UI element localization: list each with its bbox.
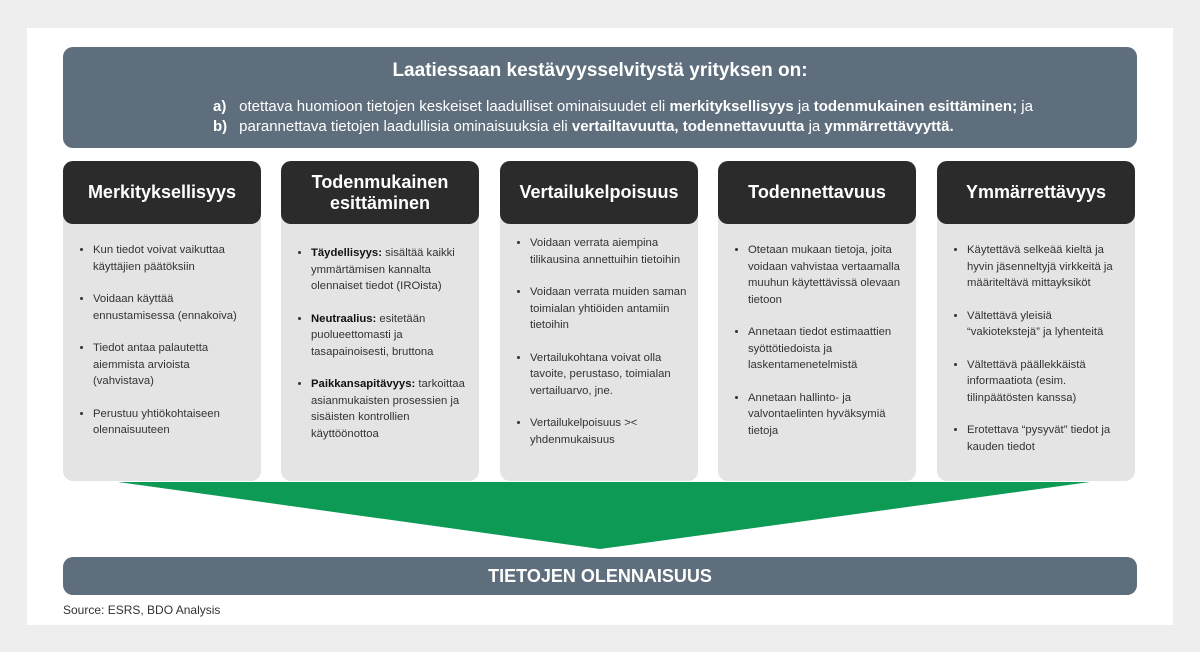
line-b-part: vertailtavuutta, todennettavuutta	[571, 118, 805, 135]
line-a-part: todenmukainen esittäminen;	[813, 98, 1018, 115]
list-item	[93, 242, 251, 275]
list-item	[530, 284, 688, 334]
item-text: esitetään puolueettomasti ja tasapainoisesti, bruttona	[311, 312, 434, 358]
list-item	[530, 350, 688, 400]
list-item	[93, 291, 251, 324]
line-b-part: parannettava tietojen laadullisia ominaisuuksia eli	[239, 118, 572, 135]
list-item	[93, 340, 251, 390]
item-text: Annetaan hallinto- ja valvontaelinten hyväksymiä tietoja	[748, 391, 886, 437]
header-title: Laatiessaan kestävyysselvitystä yrityksen on:	[392, 60, 808, 81]
item-text: Kun tiedot voivat vaikuttaa käyttäjien päätöksiin	[93, 244, 225, 273]
list-item	[967, 357, 1125, 407]
line-b-part: ja	[804, 118, 825, 135]
list-item	[93, 406, 251, 439]
item-text: Voidaan verrata muiden saman toimialan yhtiöiden antamiin tietoihin	[530, 286, 687, 331]
list-item	[967, 308, 1125, 341]
item-lead: Neutraalius:	[311, 312, 377, 325]
column-list	[515, 235, 688, 464]
line-a-label: a)	[213, 98, 227, 115]
item-text: Vältettävä päällekkäistä informaatiota (esim. tilinpäätösten kanssa)	[967, 358, 1086, 404]
source-note: Source: ESRS, BDO Analysis	[63, 603, 221, 617]
list-item	[311, 245, 469, 295]
column-todenmukainen-esittaminen	[281, 161, 479, 481]
list-item	[530, 235, 688, 268]
column-title: Todennettavuus	[718, 161, 916, 224]
list-item	[748, 242, 906, 308]
list-item	[530, 415, 688, 448]
column-ymmarrettavyys	[937, 161, 1135, 481]
item-text: tarkoittaa asianmukaisten prosessien ja sisäisten kontrollien käyttöönottoa	[311, 378, 465, 440]
column-merkityksellisyys	[63, 161, 261, 481]
line-a-part: otettava huomioon tietojen keskeiset laadulliset ominaisuudet eli	[239, 98, 670, 115]
column-list	[296, 245, 469, 458]
column-title: Ymmärrettävyys	[937, 161, 1135, 224]
column-list	[78, 242, 251, 455]
list-item	[967, 422, 1125, 455]
line-b-part: ymmärrettävyyttä.	[824, 118, 954, 135]
item-text: Otetaan mukaan tietoja, joita voidaan vahvistaa vertaamalla muuhun käytettävissä olevaan tietoon	[748, 244, 900, 306]
list-item	[748, 324, 906, 374]
materiality-bar: TIETOJEN OLENNAISUUS	[63, 557, 1137, 595]
list-item	[311, 376, 469, 442]
item-text: Tiedot antaa palautetta aiemmista arvioista (vahvistava)	[93, 342, 209, 387]
header-line-a	[213, 98, 1033, 115]
column-title: Merkityksellisyys	[63, 161, 261, 224]
list-item	[748, 390, 906, 440]
column-title: Todenmukainen esittäminen	[281, 161, 479, 224]
column-title: Vertailukelpoisuus	[500, 161, 698, 224]
line-a-part: ja	[793, 98, 814, 115]
list-item	[311, 311, 469, 361]
header-line-b	[213, 118, 954, 135]
header-panel	[63, 47, 1137, 148]
item-lead: Täydellisyys:	[311, 247, 382, 259]
column-list	[733, 242, 906, 455]
item-text: Annetaan tiedot estimaattien syöttötiedoista ja laskentamenetelmistä	[748, 326, 892, 371]
list-item	[967, 242, 1125, 292]
column-todennettavuus	[718, 161, 916, 481]
item-text: Käytettävä selkeää kieltä ja hyvin jäsenneltyjä virkkeitä ja määriteltävä mittayksiköt	[967, 244, 1113, 289]
item-text: Vertailukohtana voivat olla tavoite, perustaso, toimialan vertailuarvo, jne.	[530, 351, 671, 397]
item-text: sisältää kaikki ymmärtämisen kannalta olennaiset tiedot (IROista)	[311, 247, 455, 292]
item-text: Vertailukelpoisuus >< yhdenmukaisuus	[530, 417, 638, 446]
item-text: Voidaan verrata aiempina tilikausina annettuihin tietoihin	[530, 237, 681, 266]
item-text: Voidaan käyttää ennustamisessa (ennakoiva)	[93, 293, 237, 322]
line-b-label: b)	[213, 118, 228, 135]
column-list	[952, 242, 1125, 471]
item-text: Vältettävä yleisiä “vakiotekstejä” ja lyhenteitä	[967, 309, 1104, 338]
item-text: Perustuu yhtiökohtaiseen olennaisuuteen	[93, 407, 220, 436]
column-vertailukelpoisuus	[500, 161, 698, 481]
item-lead: Paikkansapitävyys:	[311, 378, 416, 390]
line-a-part: ja	[1017, 98, 1033, 115]
item-text: Erotettava “pysyvät” tiedot ja kauden tiedot	[967, 424, 1111, 453]
line-a-part: merkityksellisyys	[669, 98, 794, 115]
